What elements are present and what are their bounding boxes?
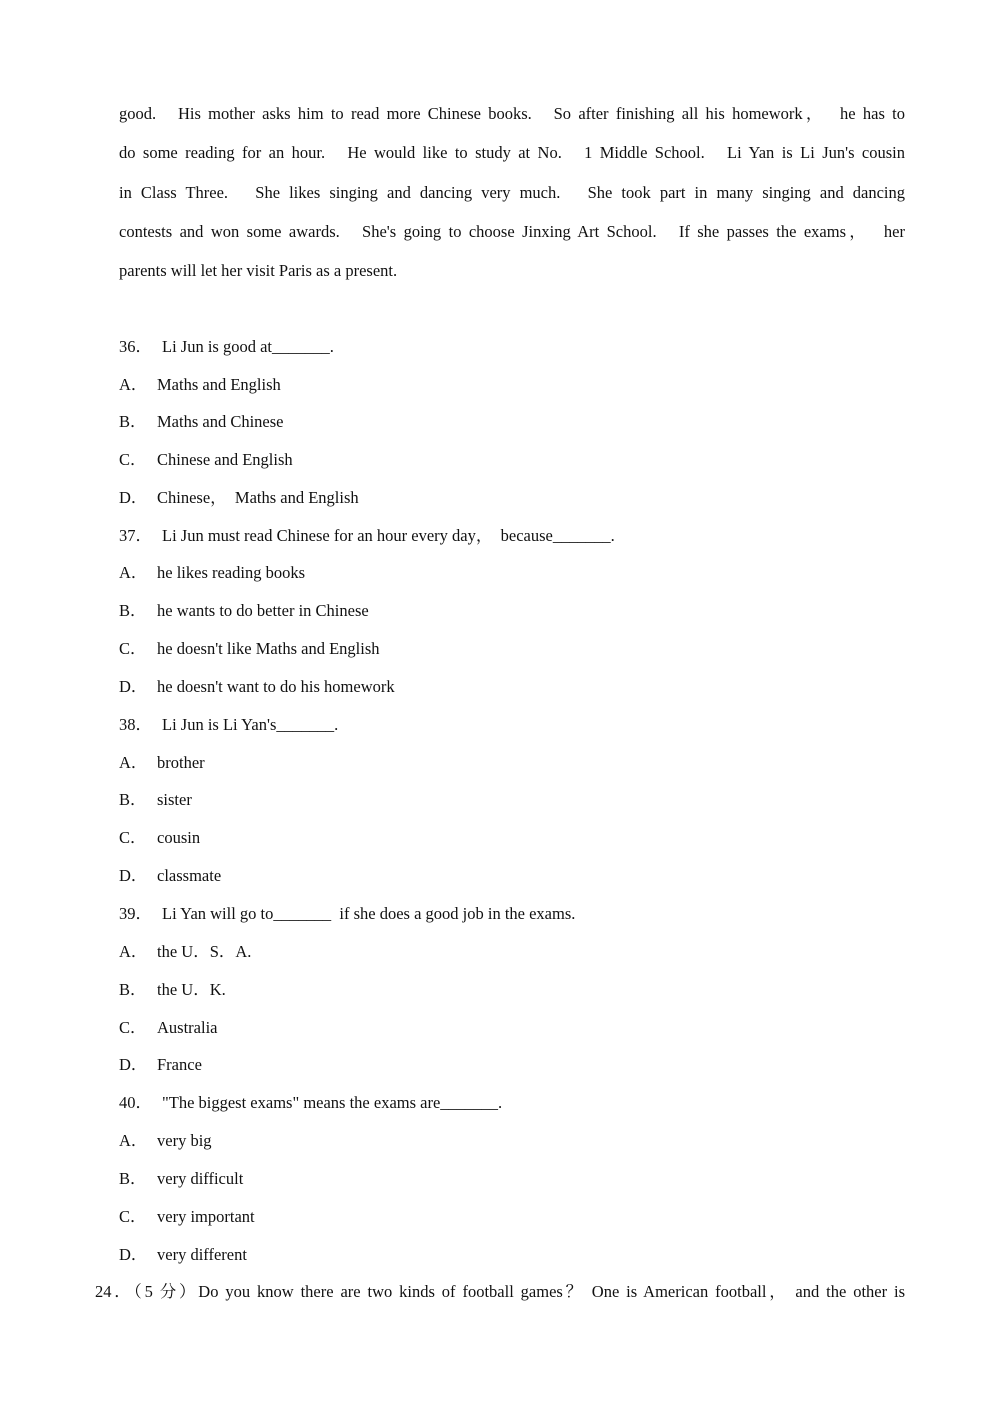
question-number: 36． — [119, 337, 152, 356]
question-number: 39． — [119, 904, 152, 923]
option-letter: B． — [119, 412, 147, 431]
option-letter: B． — [119, 980, 147, 999]
option-c[interactable] — [119, 638, 379, 660]
question-text: Li Jun must read Chinese for an hour every day， because_______. — [162, 526, 615, 545]
option-text: brother — [157, 753, 205, 772]
option-b[interactable] — [119, 600, 369, 622]
option-b[interactable] — [119, 1168, 243, 1190]
passage-line: parents will let her visit Paris as a present. — [119, 261, 398, 280]
option-letter: C． — [119, 1207, 147, 1226]
option-letter: B． — [119, 1169, 147, 1188]
option-letter: C． — [119, 450, 147, 469]
option-c[interactable] — [119, 1017, 217, 1039]
option-letter: B． — [119, 601, 147, 620]
option-a[interactable] — [119, 941, 251, 963]
question-stem — [119, 714, 338, 736]
option-text: very different — [157, 1245, 247, 1264]
option-letter: A． — [119, 563, 148, 582]
option-letter: D． — [119, 866, 148, 885]
question-number: 40． — [119, 1093, 152, 1112]
option-letter: D． — [119, 1245, 148, 1264]
option-letter: A． — [119, 1131, 148, 1150]
option-c[interactable] — [119, 827, 200, 849]
option-d[interactable] — [119, 865, 221, 887]
question-text: "The biggest exams" means the exams are_______. — [162, 1093, 503, 1112]
option-text: he doesn't want to do his homework — [157, 677, 395, 696]
option-text: Maths and English — [157, 375, 281, 394]
option-letter: D． — [119, 677, 148, 696]
question-stem — [119, 903, 575, 925]
option-text: very big — [157, 1131, 212, 1150]
option-text: the U．K. — [157, 980, 226, 999]
option-text: Maths and Chinese — [157, 412, 284, 431]
option-text: he wants to do better in Chinese — [157, 601, 369, 620]
option-c[interactable] — [119, 1206, 255, 1228]
option-b[interactable] — [119, 411, 283, 433]
option-a[interactable] — [119, 1130, 212, 1152]
question-number: 38． — [119, 715, 152, 734]
option-letter: C． — [119, 1018, 147, 1037]
passage-line: contests and won some awards. She's going to choose Jinxing Art School. If she passes the exams， her — [119, 222, 905, 241]
question-stem — [119, 1092, 502, 1114]
option-text: sister — [157, 790, 192, 809]
option-text: Chinese， Maths and English — [157, 488, 359, 507]
option-c[interactable] — [119, 449, 293, 471]
option-text: Australia — [157, 1018, 218, 1037]
option-text: the U．S．A. — [157, 942, 252, 961]
question-text: Li Jun is good at_______. — [162, 337, 334, 356]
option-b[interactable] — [119, 979, 226, 1001]
option-letter: D． — [119, 488, 148, 507]
question-stem — [119, 336, 334, 358]
option-a[interactable] — [119, 374, 281, 396]
option-text: he doesn't like Maths and English — [157, 639, 380, 658]
option-text: classmate — [157, 866, 222, 885]
next-section-intro: 24．（5 分）Do you know there are two kinds of football games？ One is American football， and the other is — [95, 1282, 905, 1301]
option-letter: A． — [119, 753, 148, 772]
option-text: Chinese and English — [157, 450, 293, 469]
option-letter: B． — [119, 790, 147, 809]
passage-line: good. His mother asks him to read more Chinese books. So after finishing all his homework， he has to — [119, 104, 905, 123]
option-text: cousin — [157, 828, 201, 847]
option-text: he likes reading books — [157, 563, 306, 582]
option-text: France — [157, 1055, 202, 1074]
question-text: Li Jun is Li Yan's_______. — [162, 715, 339, 734]
option-d[interactable] — [119, 1054, 202, 1076]
question-stem — [119, 525, 615, 547]
option-d[interactable] — [119, 676, 395, 698]
option-text: very important — [157, 1207, 255, 1226]
option-d[interactable] — [119, 1244, 247, 1266]
passage-line: in Class Three. She likes singing and dancing very much. She took part in many singing and dancing — [119, 183, 905, 202]
option-letter: D． — [119, 1055, 148, 1074]
option-a[interactable] — [119, 562, 305, 584]
option-letter: C． — [119, 639, 147, 658]
option-letter: C． — [119, 828, 147, 847]
option-b[interactable] — [119, 789, 192, 811]
option-letter: A． — [119, 942, 148, 961]
option-a[interactable] — [119, 752, 205, 774]
passage-line: do some reading for an hour. He would like to study at No. 1 Middle School. Li Yan is Li Jun's cousin — [119, 143, 905, 162]
option-text: very difficult — [157, 1169, 244, 1188]
question-number: 37． — [119, 526, 152, 545]
option-letter: A． — [119, 375, 148, 394]
question-text: Li Yan will go to_______ if she does a good job in the exams. — [162, 904, 576, 923]
option-d[interactable] — [119, 487, 359, 509]
